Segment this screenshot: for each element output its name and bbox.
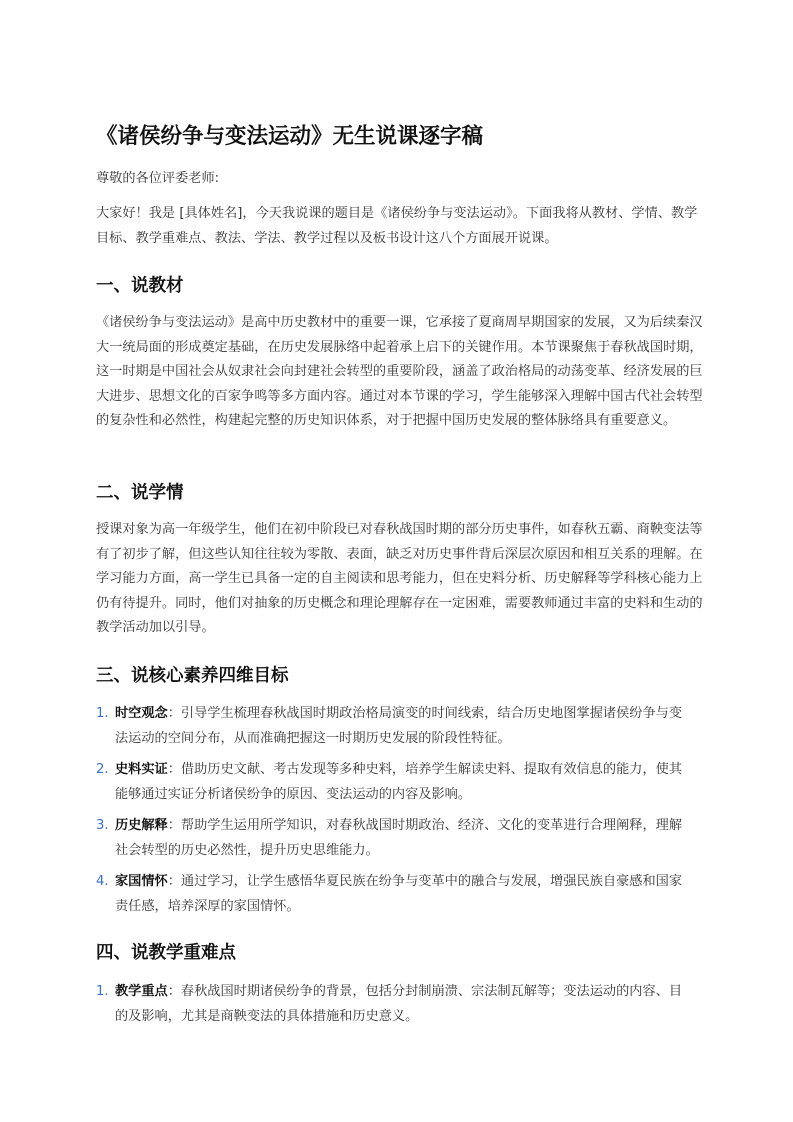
section-heading-textbook: 一、说教材 (96, 276, 184, 296)
list-item (96, 980, 704, 1029)
list-number: 3. (96, 818, 109, 833)
section-heading-students: 二、说学情 (96, 483, 184, 503)
list-number: 4. (96, 874, 109, 889)
list-item (96, 702, 704, 751)
section-heading-objectives: 三、说核心素养四维目标 (96, 666, 289, 686)
list-number: 2. (96, 762, 109, 777)
list-term: 时空观念 (115, 706, 168, 721)
list-term: 家国情怀 (115, 874, 168, 889)
list-item (96, 870, 704, 919)
list-term: 教学重点 (115, 984, 168, 999)
list-number: 1. (96, 706, 109, 721)
list-term: 历史解释 (115, 818, 168, 833)
list-text: ：通过学习，让学生感悟华夏民族在纷争与变革中的融合与发展，增强民族自豪感和国家责任感，培养深厚的家国情怀。 (115, 874, 683, 914)
list-text: ：春秋战国时期诸侯纷争的背景，包括分封制崩溃、宗法制瓦解等；变法运动的内容、目的及影响，尤其是商鞅变法的具体措施和历史意义。 (115, 984, 683, 1024)
list-term: 史料实证 (115, 762, 168, 777)
list-number: 1. (96, 984, 109, 999)
list-item (96, 758, 704, 807)
section-heading-key-points: 四、说教学重难点 (96, 943, 236, 963)
document-title: 《诸侯纷争与变法运动》无生说课逐字稿 (96, 124, 484, 149)
greeting-paragraph: 尊敬的各位评委老师: (96, 171, 220, 186)
list-text: ：引导学生梳理春秋战国时期政治格局演变的时间线索，结合历史地图掌握诸侯纷争与变法运动的空间分布，从而准确把握这一时期历史发展的阶段性特征。 (115, 706, 683, 746)
intro-paragraph: 大家好！我是 [具体姓名]，今天我说课的题目是《诸侯纷争与变法运动》。下面我将从教材、学情、教学目标、教学重难点、教法、学法、教学过程以及板书设计这八个方面展开说课。 (96, 206, 698, 246)
section-body-textbook: 《诸侯纷争与变法运动》是高中历史教材中的重要一课，它承接了夏商周早期国家的发展，又为后续秦汉大一统局面的形成奠定基础，在历史发展脉络中起着承上启下的关键作用。本节课聚焦于春秋战国时期，这一时期是中国社会从奴隶社会向封建社会转型的重要阶段，涵盖了政治格局的动荡变革、经济发展的巨大进步、思想文化的百家争鸣等多方面内容。通过对本节课的学习，学生能够深入理解中国古代社会转型的复杂性和必然性，构建起完整的历史知识体系，对于把握中国历史发展的整体脉络具有重要意义。 (96, 315, 703, 428)
list-text: ：帮助学生运用所学知识，对春秋战国时期政治、经济、文化的变革进行合理阐释，理解社会转型的历史必然性，提升历史思维能力。 (115, 818, 683, 858)
section-body-students: 授课对象为高一年级学生，他们在初中阶段已对春秋战国时期的部分历史事件，如春秋五霸、商鞅变法等有了初步了解，但这些认知往往较为零散、表面，缺乏对历史事件背后深层次原因和相互关系的理解。在学习能力方面，高一学生已具备一定的自主阅读和思考能力，但在史料分析、历史解释等学科核心能力上仍有待提升。同时，他们对抽象的历史概念和理论理解存在一定困难，需要教师通过丰富的史料和生动的教学活动加以引导。 (96, 522, 703, 635)
list-item (96, 814, 704, 863)
list-text: ：借助历史文献、考古发现等多种史料，培养学生解读史料、提取有效信息的能力，使其能够通过实证分析诸侯纷争的原因、变法运动的内容及影响。 (115, 762, 683, 802)
